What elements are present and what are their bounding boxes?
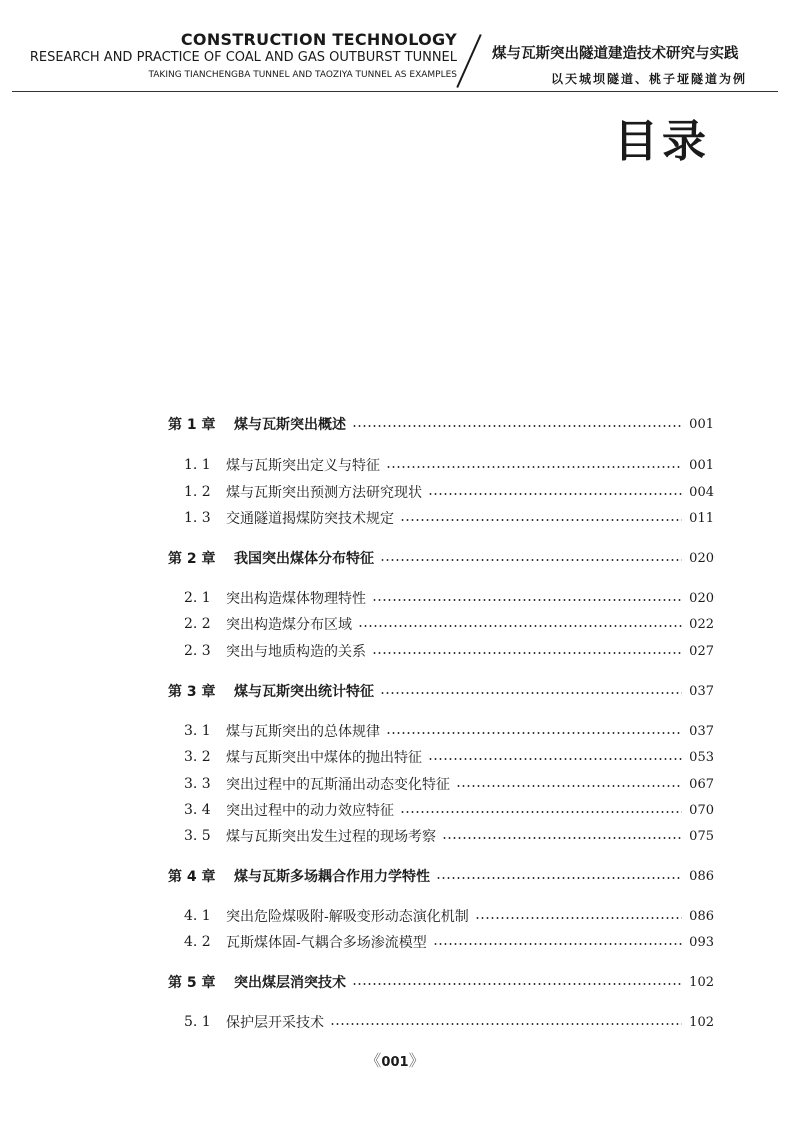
toc-leader-dots — [428, 493, 682, 495]
toc-entry-number: 2. 3 — [184, 643, 211, 659]
toc-section-row — [184, 586, 714, 610]
toc-entry-title: 煤与瓦斯突出统计特征 — [234, 684, 374, 700]
toc-entry-page: 037 — [689, 723, 714, 739]
toc-leader-dots — [433, 943, 682, 945]
toc-entry-page: 001 — [689, 457, 714, 473]
toc-entry-title: 突出构造煤体物理特性 — [226, 591, 366, 607]
toc-section-row — [184, 480, 714, 504]
header-en-line2: RESEARCH AND PRACTICE OF COAL AND GAS OUTBURST TUNNEL — [29, 50, 457, 65]
toc-entry-number: 3. 2 — [184, 749, 211, 765]
toc-leader-dots — [352, 425, 682, 427]
toc-section-row — [184, 1010, 714, 1034]
toc-entry-page: 011 — [689, 510, 714, 526]
toc-leader-dots — [442, 837, 682, 839]
toc-leader-dots — [400, 519, 682, 521]
toc-entry-title: 煤与瓦斯突出预测方法研究现状 — [226, 485, 422, 501]
toc-entry-page: 022 — [689, 616, 714, 632]
toc-entry-title: 保护层开采技术 — [226, 1015, 324, 1031]
toc-entry-number: 3. 5 — [184, 828, 211, 844]
toc-entry-page: 075 — [689, 828, 714, 844]
toc-entry-page: 020 — [689, 550, 714, 566]
toc-section-row — [184, 453, 714, 477]
header-rule — [12, 91, 778, 92]
toc-leader-dots — [330, 1023, 682, 1025]
toc-entry-page: 004 — [689, 484, 714, 500]
toc-chapter-row — [168, 679, 714, 703]
toc-leader-dots — [380, 559, 682, 561]
toc-entry-title: 煤与瓦斯多场耦合作用力学特性 — [234, 869, 430, 885]
toc-leader-dots — [358, 625, 682, 627]
toc-entry-number: 第 1 章 — [168, 417, 216, 433]
toc-leader-dots — [380, 692, 682, 694]
toc-entry-page: 086 — [689, 908, 714, 924]
toc-entry-title: 煤与瓦斯突出概述 — [234, 417, 346, 433]
toc-entry-page: 020 — [689, 590, 714, 606]
toc-section-row — [184, 824, 714, 848]
toc-leader-dots — [386, 732, 682, 734]
toc-entry-title: 突出煤层消突技术 — [234, 975, 346, 991]
toc-entry-page: 086 — [689, 868, 714, 884]
toc-leader-dots — [436, 877, 682, 879]
toc-entry-number: 3. 4 — [184, 802, 211, 818]
toc-entry-page: 027 — [689, 643, 714, 659]
header-cn-title: 煤与瓦斯突出隧道建造技术研究与实践 — [492, 46, 739, 62]
toc-entry-page: 102 — [689, 974, 714, 990]
header-en-line3: TAKING TIANCHENGBA TUNNEL AND TAOZIYA TUNNEL AS EXAMPLES — [148, 70, 457, 80]
toc-entry-page: 001 — [689, 416, 714, 432]
toc-section-row — [184, 719, 714, 743]
toc-entry-title: 突出与地质构造的关系 — [226, 644, 366, 660]
toc-entry-title: 瓦斯煤体固-气耦合多场渗流模型 — [226, 935, 427, 951]
running-header — [0, 0, 790, 100]
toc-entry-number: 第 2 章 — [168, 551, 216, 567]
toc-chapter-row — [168, 864, 714, 888]
toc-entry-title: 突出过程中的动力效应特征 — [226, 803, 394, 819]
toc-entry-number: 1. 2 — [184, 484, 211, 500]
toc-entry-page: 037 — [689, 683, 714, 699]
toc-entry-number: 1. 1 — [184, 457, 211, 473]
footer-left-mark: 《 — [365, 1051, 382, 1070]
toc-entry-number: 3. 1 — [184, 723, 211, 739]
toc-entry-title: 煤与瓦斯突出中煤体的抛出特征 — [226, 750, 422, 766]
toc-section-row — [184, 745, 714, 769]
toc-entry-title: 煤与瓦斯突出的总体规律 — [226, 724, 380, 740]
toc-chapter-row — [168, 970, 714, 994]
toc-entry-number: 2. 1 — [184, 590, 211, 606]
toc-chapter-row — [168, 546, 714, 570]
toc-leader-dots — [372, 599, 682, 601]
toc-leader-dots — [386, 466, 682, 468]
toc-entry-title: 交通隧道揭煤防突技术规定 — [226, 511, 394, 527]
toc-leader-dots — [352, 983, 682, 985]
toc-entry-page: 053 — [689, 749, 714, 765]
toc-entry-page: 070 — [689, 802, 714, 818]
toc-entry-title: 煤与瓦斯突出定义与特征 — [226, 458, 380, 474]
toc-section-row — [184, 506, 714, 530]
toc-entry-page: 102 — [689, 1014, 714, 1030]
toc-entry-number: 第 4 章 — [168, 869, 216, 885]
toc-section-row — [184, 798, 714, 822]
toc-entry-title: 突出过程中的瓦斯涌出动态变化特征 — [226, 777, 450, 793]
toc-entry-title: 煤与瓦斯突出发生过程的现场考察 — [226, 829, 436, 845]
page-title: 目录 — [614, 116, 710, 167]
page-footer — [0, 1048, 790, 1071]
footer-page-number: 001 — [381, 1055, 409, 1070]
toc-entry-title: 突出危险煤吸附-解吸变形动态演化机制 — [226, 909, 469, 925]
toc-entry-page: 093 — [689, 934, 714, 950]
toc-entry-title: 我国突出煤体分布特征 — [234, 551, 374, 567]
toc-leader-dots — [428, 758, 682, 760]
toc-leader-dots — [475, 917, 682, 919]
footer-right-mark: 》 — [408, 1051, 425, 1070]
toc-entry-number: 3. 3 — [184, 776, 211, 792]
toc-entry-number: 1. 3 — [184, 510, 211, 526]
toc-entry-number: 第 3 章 — [168, 684, 216, 700]
toc-entry-number: 5. 1 — [184, 1014, 211, 1030]
toc-leader-dots — [400, 811, 682, 813]
toc-entry-title: 突出构造煤分布区域 — [226, 617, 352, 633]
toc-entry-number: 4. 1 — [184, 908, 211, 924]
toc-section-row — [184, 904, 714, 928]
toc-leader-dots — [456, 785, 682, 787]
header-slash-divider — [456, 34, 481, 88]
toc-section-row — [184, 612, 714, 636]
toc-entry-number: 4. 2 — [184, 934, 211, 950]
toc-entry-number: 2. 2 — [184, 616, 211, 632]
header-en-line1: CONSTRUCTION TECHNOLOGY — [180, 30, 457, 49]
toc-section-row — [184, 639, 714, 663]
toc-chapter-row — [168, 412, 714, 436]
toc-leader-dots — [372, 652, 682, 654]
toc-section-row — [184, 772, 714, 796]
header-cn-subtitle: 以天城坝隧道、桃子垭隧道为例 — [551, 72, 748, 86]
toc-entry-page: 067 — [689, 776, 714, 792]
toc-section-row — [184, 930, 714, 954]
toc-entry-number: 第 5 章 — [168, 975, 216, 991]
